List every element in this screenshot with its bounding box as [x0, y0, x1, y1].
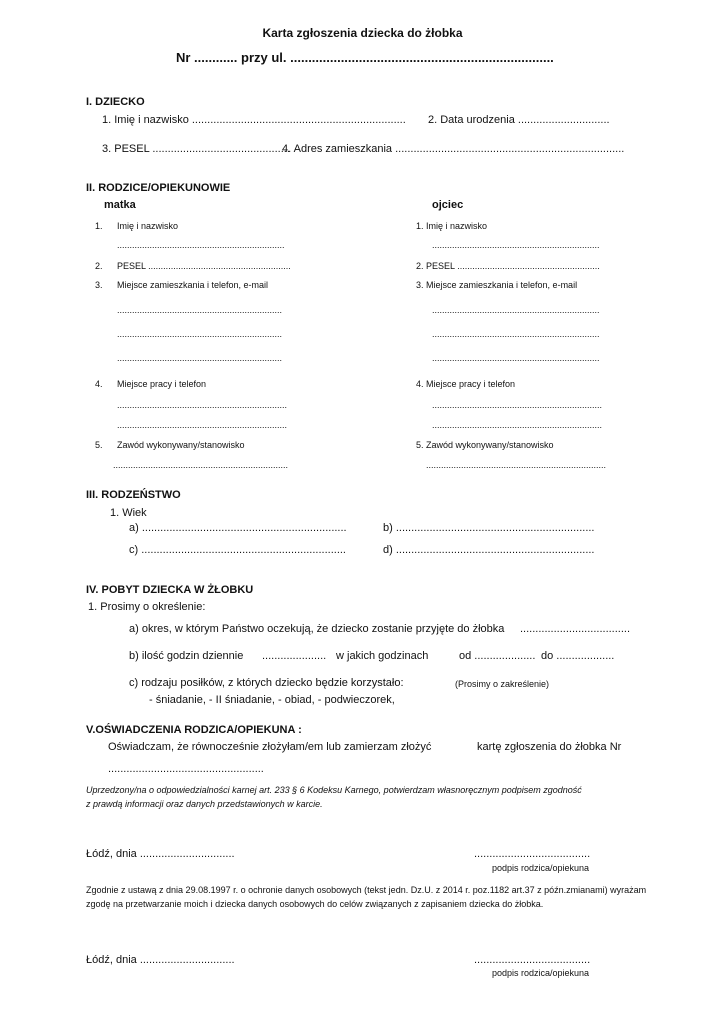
- child-name-field[interactable]: 1. Imię i nazwisko ......................................................................: [102, 114, 406, 126]
- section-parents-heading: II. RODZICE/OPIEKUNOWIE: [86, 182, 231, 194]
- hours-range-label: w jakich godzinach: [336, 650, 429, 662]
- child-birthdate-field[interactable]: 2. Data urodzenia ..............................: [428, 114, 610, 126]
- section-siblings-heading: III. RODZEŃSTWO: [86, 489, 181, 501]
- mother-residence-field[interactable]: ..................................................................: [117, 353, 283, 363]
- mother-work-field[interactable]: ....................................................................: [117, 400, 288, 410]
- father-work-field[interactable]: ....................................................................: [432, 420, 603, 430]
- section-child-heading: I. DZIECKO: [86, 96, 145, 108]
- father-name-label: 1. Imię i nazwisko: [416, 221, 488, 231]
- data-consent-text: zgodę na przetwarzanie moich i dziecka danych osobowych do celów związanych z zapisaniem dziecka do żłobka.: [86, 899, 544, 909]
- mother-residence-label: Miejsce zamieszkania i telefon, e-mail: [117, 280, 269, 290]
- signature-caption-2: podpis rodzica/opiekuna: [492, 968, 590, 978]
- daily-hours-label: b) ilość godzin dziennie: [129, 650, 244, 662]
- stay-request-label: 1. Prosimy o określenie:: [88, 601, 206, 613]
- data-consent-text: Zgodnie z ustawą z dnia 29.08.1997 r. o ochronie danych osobowych (tekst jedn. Dz.U. z 2014 r. poz.1182 art.37 z późn.zmianami) wyrażam: [86, 885, 647, 895]
- hours-from-field[interactable]: od ....................: [459, 650, 536, 662]
- statement-number-field[interactable]: ...................................................: [108, 763, 264, 775]
- meals-label: c) rodzaju posiłków, z których dziecko będzie korzystało:: [129, 677, 404, 689]
- mother-work-label: Miejsce pracy i telefon: [117, 379, 207, 389]
- statement-text-end: kartę zgłoszenia do żłobka Nr: [477, 741, 622, 753]
- mother-job-label: Zawód wykonywany/stanowisko: [117, 440, 245, 450]
- daily-hours-field[interactable]: .....................: [262, 650, 327, 662]
- father-work-field[interactable]: ....................................................................: [432, 400, 603, 410]
- signature-field-2[interactable]: ......................................: [474, 954, 591, 966]
- hours-to-field[interactable]: do ...................: [541, 650, 615, 662]
- father-residence-field[interactable]: ...................................................................: [432, 305, 600, 315]
- father-column-label: ojciec: [432, 199, 464, 211]
- form-title: Karta zgłoszenia dziecka do żłobka: [262, 26, 463, 40]
- mother-job-field[interactable]: ......................................................................: [113, 460, 289, 470]
- mother-name-field[interactable]: ...................................................................: [117, 240, 285, 250]
- mother-work-field[interactable]: ....................................................................: [117, 420, 288, 430]
- stay-period-label: a) okres, w którym Państwo oczekują, że dziecko zostanie przyjęte do żłobka: [129, 623, 505, 635]
- place-date-field-2[interactable]: Łódź, dnia ...............................: [86, 954, 235, 966]
- mother-pesel-field[interactable]: PESEL .........................................................: [117, 261, 291, 271]
- father-residence-field[interactable]: ...................................................................: [432, 329, 600, 339]
- mother-column-label: matka: [104, 199, 136, 211]
- mother-residence-field[interactable]: ..................................................................: [117, 305, 283, 315]
- father-work-label: 4. Miejsce pracy i telefon: [416, 379, 516, 389]
- sibling-age-a-field[interactable]: a) ...................................................................: [129, 522, 347, 534]
- meals-note: (Prosimy o zakreślenie): [455, 679, 550, 689]
- father-job-label: 5. Zawód wykonywany/stanowisko: [416, 440, 554, 450]
- signature-field[interactable]: ......................................: [474, 848, 591, 860]
- father-name-field[interactable]: ...................................................................: [432, 240, 600, 250]
- perjury-warning: Uprzedzony/na o odpowiedzialności karnej art. 233 § 6 Kodeksu Karnego, potwierdzam własnoręcznym podpisem zgodność: [86, 785, 582, 795]
- siblings-age-label: 1. Wiek: [110, 507, 147, 519]
- mother-item-number: 5.: [95, 440, 103, 450]
- child-pesel-field[interactable]: 3. PESEL .............................................: [102, 143, 290, 155]
- place-date-field[interactable]: Łódź, dnia ...............................: [86, 848, 235, 860]
- perjury-warning: z prawdą informacji oraz danych przedstawionych w karcie.: [86, 799, 323, 809]
- meal-options[interactable]: - śniadanie, - II śniadanie, - obiad, - podwieczorek,: [149, 694, 395, 706]
- form-number-street[interactable]: Nr ............ przy ul. .........................................................................: [176, 50, 554, 65]
- father-pesel-field[interactable]: 2. PESEL .........................................................: [416, 261, 600, 271]
- sibling-age-d-field[interactable]: d) .................................................................: [383, 544, 595, 556]
- father-residence-field[interactable]: ...................................................................: [432, 353, 600, 363]
- mother-item-number: 1.: [95, 221, 103, 231]
- child-address-field[interactable]: 4. Adres zamieszkania ...........................................................................: [282, 143, 625, 155]
- mother-item-number: 3.: [95, 280, 103, 290]
- signature-caption: podpis rodzica/opiekuna: [492, 863, 590, 873]
- section-stay-heading: IV. POBYT DZIECKA W ŻŁOBKU: [86, 584, 254, 596]
- mother-residence-field[interactable]: ..................................................................: [117, 329, 283, 339]
- statement-text: Oświadczam, że równocześnie złożyłam/em lub zamierzam złożyć: [108, 741, 432, 753]
- sibling-age-b-field[interactable]: b) .................................................................: [383, 522, 595, 534]
- mother-item-number: 2.: [95, 261, 103, 271]
- father-residence-label: 3. Miejsce zamieszkania i telefon, e-mail: [416, 280, 578, 290]
- mother-item-number: 4.: [95, 379, 103, 389]
- section-statements-heading: V.OŚWIADCZENIA RODZICA/OPIEKUNA :: [86, 724, 302, 736]
- father-job-field[interactable]: ........................................................................: [426, 460, 607, 470]
- sibling-age-c-field[interactable]: c) ...................................................................: [129, 544, 346, 556]
- mother-name-label: Imię i nazwisko: [117, 221, 179, 231]
- stay-period-field[interactable]: ....................................: [520, 623, 631, 635]
